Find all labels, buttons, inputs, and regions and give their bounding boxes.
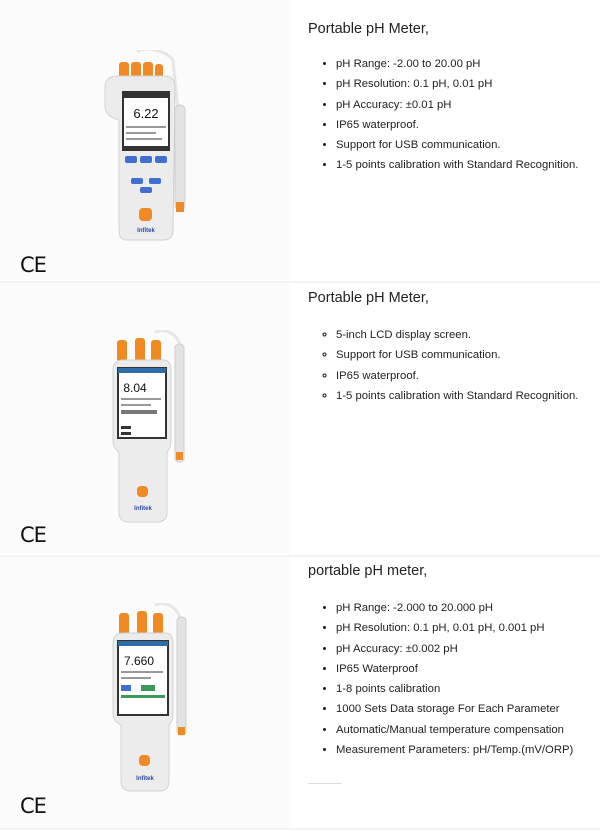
feature-item: ◦ 5-inch LCD display screen. [336,325,578,345]
divider-line [308,783,342,784]
feature-item: • pH Accuracy: ±0.002 pH [336,639,573,659]
feature-item: • 1-8 points calibration [336,679,573,699]
feature-item: • pH Resolution: 0.1 pH, 0.01 pH, 0.001 pH [336,618,573,638]
product-title-1: Portable pH Meter, [308,21,429,37]
feature-item: • 1-5 points calibration with Standard Recognition. [336,155,578,175]
feature-item: • Automatic/Manual temperature compensation [336,720,573,740]
feature-list-3 [308,598,573,760]
feature-item: • Support for USB communication. [336,135,578,155]
product-title-2: Portable pH Meter, [308,290,429,306]
feature-item: • 1000 Sets Data storage For Each Parameter [336,699,573,719]
feature-item: • pH Range: -2.00 to 20.00 pH [336,54,578,74]
feature-list-2 [308,325,578,406]
product-title-3: portable pH meter, [308,563,428,579]
brand-logo-1: Infitek [137,228,155,234]
feature-item: • pH Range: -2.000 to 20.000 pH [336,598,573,618]
brand-logo-2: Infitek [134,506,152,512]
feature-list-1 [308,54,578,176]
ph-meter-image-1 [95,50,195,245]
feature-item: • pH Accuracy: ±0.01 pH [336,95,578,115]
display-reading-2: 8.04 [123,381,147,395]
feature-item: • IP65 Waterproof [336,659,573,679]
ce-mark-2: CE [20,523,46,547]
feature-item: ◦ Support for USB communication. [336,345,578,365]
ph-meter-image-2 [105,330,195,525]
display-reading-3: 7.660 [123,654,155,668]
section-divider [0,828,600,830]
feature-item: • IP65 waterproof. [336,115,578,135]
ce-mark-3: CE [20,794,46,818]
display-reading-1: 6.22 [133,106,159,121]
feature-item: ◦ IP65 waterproof. [336,366,578,386]
ce-mark-1: CE [20,253,46,277]
feature-item: ◦ 1-5 points calibration with Standard Recognition. [336,386,578,406]
ph-meter-image-3 [105,603,200,793]
feature-item: • Measurement Parameters: pH/Temp.(mV/ORP) [336,740,573,760]
feature-item: • pH Resolution: 0.1 pH, 0.01 pH [336,74,578,94]
brand-logo-3: Infitek [136,776,154,782]
